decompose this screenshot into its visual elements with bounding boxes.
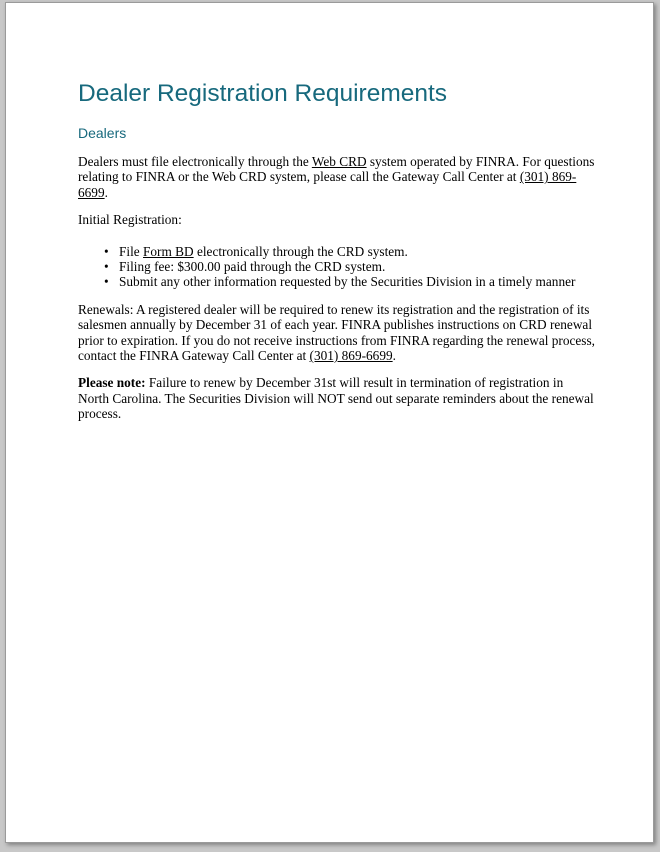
text-segment: Submit any other information requested by the Securities Division in a timely manner [119,274,576,290]
text-segment: relating to FINRA or the Web CRD system, please call the Gateway Call Center at [78,169,520,185]
intro-paragraph [78,154,613,200]
document-content [6,3,653,422]
text-segment: contact the FINRA Gateway Call Center at [78,348,310,364]
text-segment: prior to expiration. If you do not receive instructions from FINRA regarding the renewal process, [78,332,595,348]
list-item-submit-info [78,274,613,289]
text-segment: . [104,184,108,200]
doc-link[interactable]: Web CRD [311,154,367,169]
text-segment: process. [78,406,122,422]
text-segment: Renewals: A registered dealer will be required to renew its registration and the registration of its [78,301,590,317]
please-note-paragraph [78,375,613,421]
doc-link[interactable]: (301) 869- [519,169,577,185]
document-page [5,2,654,843]
text-segment: . [392,348,396,364]
page-title: Dealer Registration Requirements [78,80,448,107]
text-segment: North Carolina. The Securities Division will NOT send out separate reminders about the renewal [78,390,594,406]
doc-link[interactable]: (301) 869-6699 [309,348,393,364]
initial-registration-heading: Initial Registration: [78,212,182,228]
list-item-form-bd [78,244,613,259]
text-segment: Failure to renew by December 31st will result in termination of registration in [145,375,564,391]
text-segment: electronically through the CRD system. [193,243,408,259]
text-segment: Dealers must file electronically through the [78,154,312,169]
renewals-paragraph [78,302,613,364]
text-segment: system operated by FINRA. For questions [366,154,595,169]
doc-link[interactable]: Form BD [143,243,194,259]
text-segment: Filing fee: $300.00 paid through the CRD system. [119,259,386,275]
text-segment: salesmen annually by December 31 of each year. FINRA publishes instructions on CRD renewal [78,317,593,333]
initial-registration-list [78,244,613,290]
doc-link[interactable]: 6699 [78,184,105,200]
text-segment: Please note: [78,375,146,391]
section-heading-dealers: Dealers [78,125,127,141]
text-segment: File [119,243,144,259]
list-item-filing-fee [78,259,613,274]
